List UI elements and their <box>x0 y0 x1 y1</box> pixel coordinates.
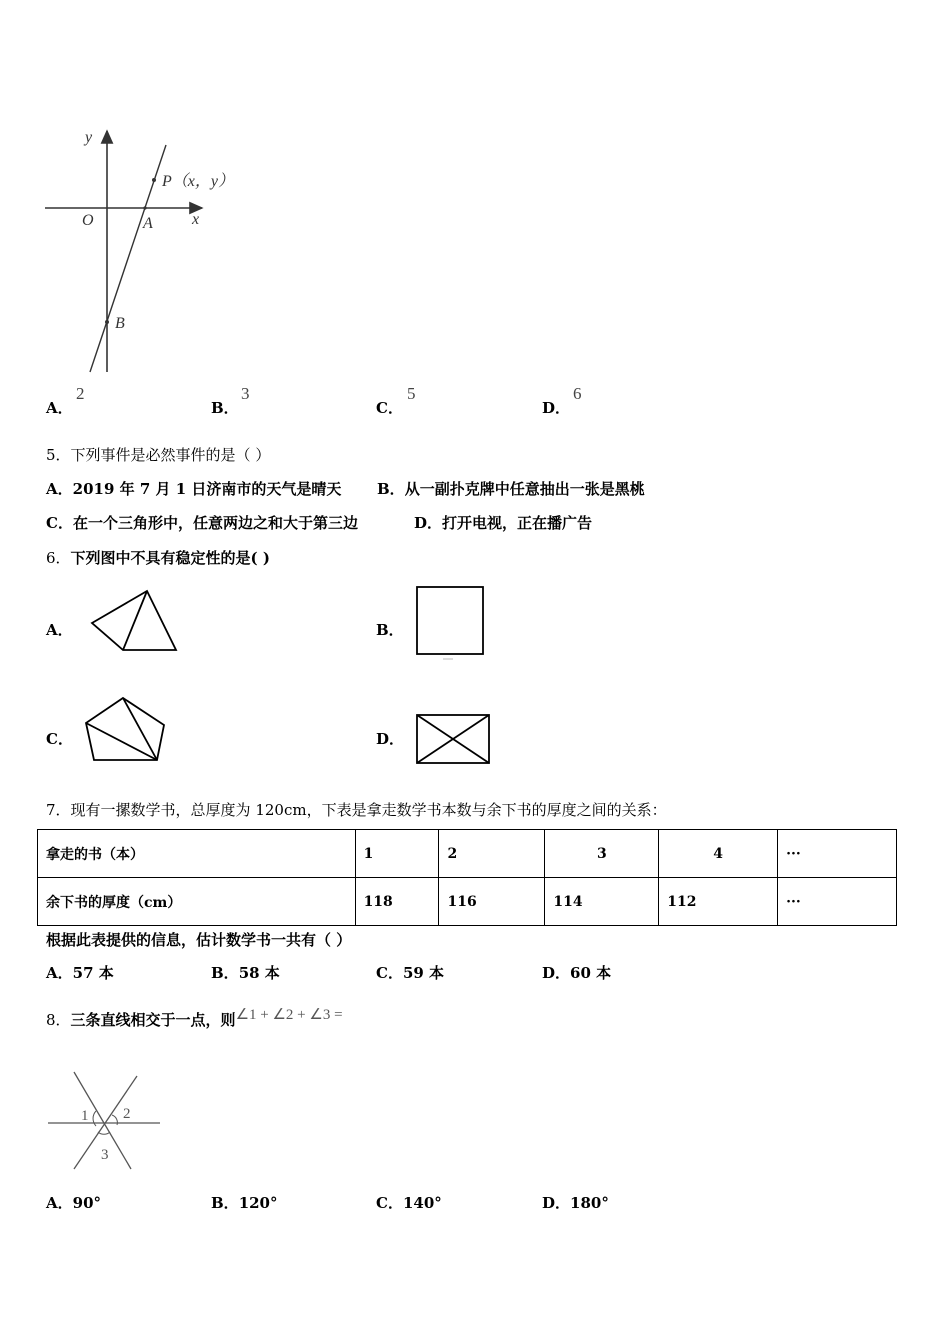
point-p-label: P（x，y） <box>162 173 234 190</box>
q8-option-c[interactable]: C．140° <box>376 1194 442 1212</box>
q5-option-d[interactable]: D．打开电视，正在播广告 <box>414 514 593 532</box>
q4-option-a-value: 2 <box>76 384 85 403</box>
table-cell: ··· <box>778 830 897 878</box>
q6-figure-b-square <box>412 582 490 662</box>
q5-number: 5． <box>46 446 71 464</box>
y-axis-label: y <box>85 129 93 146</box>
q5-text: 下列事件是必然事件的是（ ） <box>70 446 271 464</box>
q6-option-c-label[interactable]: C． <box>46 730 73 748</box>
x-axis-label: x <box>192 211 200 228</box>
q6-figure-c-pentagon <box>80 693 170 765</box>
q7-option-a[interactable]: A．57 本 <box>46 964 114 982</box>
table-row <box>38 830 897 878</box>
q5-option-b[interactable]: B．从一副扑克牌中任意抽出一张是黑桃 <box>377 480 645 498</box>
q4-option-a-label[interactable]: A． <box>46 399 73 417</box>
q8-option-d[interactable]: D．180° <box>542 1194 609 1212</box>
table-cell: 余下书的厚度（cm） <box>38 878 356 926</box>
table-cell: 114 <box>545 878 659 926</box>
q8-stem <box>46 1009 343 1030</box>
q7-option-d[interactable]: D．60 本 <box>542 964 612 982</box>
q6-figure-a-triangles <box>85 585 185 655</box>
q7-option-c[interactable]: C．59 本 <box>376 964 445 982</box>
q6-stem <box>46 547 270 568</box>
q6-option-d-label[interactable]: D． <box>376 730 405 748</box>
q8-formula: ∠1 + ∠2 + ∠3 = <box>235 1007 343 1023</box>
q7-option-b[interactable]: B．58 本 <box>211 964 280 982</box>
q6-figure-d-crossed-rectangle <box>412 710 494 768</box>
q6-option-a-label[interactable]: A． <box>46 621 73 639</box>
q7-stem <box>46 799 667 820</box>
table-cell: 112 <box>659 878 778 926</box>
table-cell: 1 <box>355 830 439 878</box>
angle-1-label: 1 <box>81 1108 89 1124</box>
q8-number: 8． <box>46 1011 71 1029</box>
q4-option-d-label[interactable]: D． <box>542 399 571 417</box>
q7-number: 7． <box>46 801 71 819</box>
point-b-dot <box>105 320 109 324</box>
q5-option-a[interactable]: A．2019 年 7 月 1 日济南市的天气是晴天 <box>46 480 342 498</box>
q6-option-b-label[interactable]: B． <box>376 621 404 639</box>
q8-option-a[interactable]: A．90° <box>46 1194 102 1212</box>
table-cell: 拿走的书（本） <box>38 830 356 878</box>
angle-2-label: 2 <box>123 1106 131 1122</box>
q4-option-b-label[interactable]: B． <box>211 399 239 417</box>
table-cell: ··· <box>778 878 897 926</box>
q6-text: 下列图中不具有稳定性的是( ) <box>70 549 270 567</box>
table-cell: 4 <box>659 830 778 878</box>
table-cell: 3 <box>545 830 659 878</box>
q7-question: 根据此表提供的信息，估计数学书一共有（ ） <box>46 931 352 949</box>
q5-option-c[interactable]: C．在一个三角形中，任意两边之和大于第三边 <box>46 514 358 532</box>
q4-option-b-value: 3 <box>241 384 250 403</box>
q6-number: 6． <box>46 549 71 567</box>
q4-option-c-label[interactable]: C． <box>376 399 403 417</box>
table-cell: 118 <box>355 878 439 926</box>
point-p-dot <box>152 178 156 182</box>
q5-stem <box>46 444 270 465</box>
table-cell: 2 <box>439 830 545 878</box>
q4-coordinate-graph <box>40 125 260 377</box>
origin-label: O <box>82 212 94 229</box>
q4-option-c-value: 5 <box>407 384 416 403</box>
point-b-label: B <box>115 315 125 332</box>
point-a-label: A <box>143 215 153 232</box>
q8-option-b[interactable]: B．120° <box>211 1194 278 1212</box>
table-row <box>38 878 897 926</box>
q4-option-d-value: 6 <box>573 384 582 403</box>
table-cell: 116 <box>439 878 545 926</box>
q8-intersecting-lines-figure <box>44 1068 166 1174</box>
angle-3-label: 3 <box>101 1147 109 1163</box>
point-a-dot <box>143 206 146 209</box>
q7-text: 现有一摞数学书，总厚度为 120cm，下表是拿走数学书本数与余下书的厚度之间的关系： <box>70 801 667 819</box>
q8-text: 三条直线相交于一点，则 <box>70 1011 236 1029</box>
q7-data-table <box>37 829 897 926</box>
